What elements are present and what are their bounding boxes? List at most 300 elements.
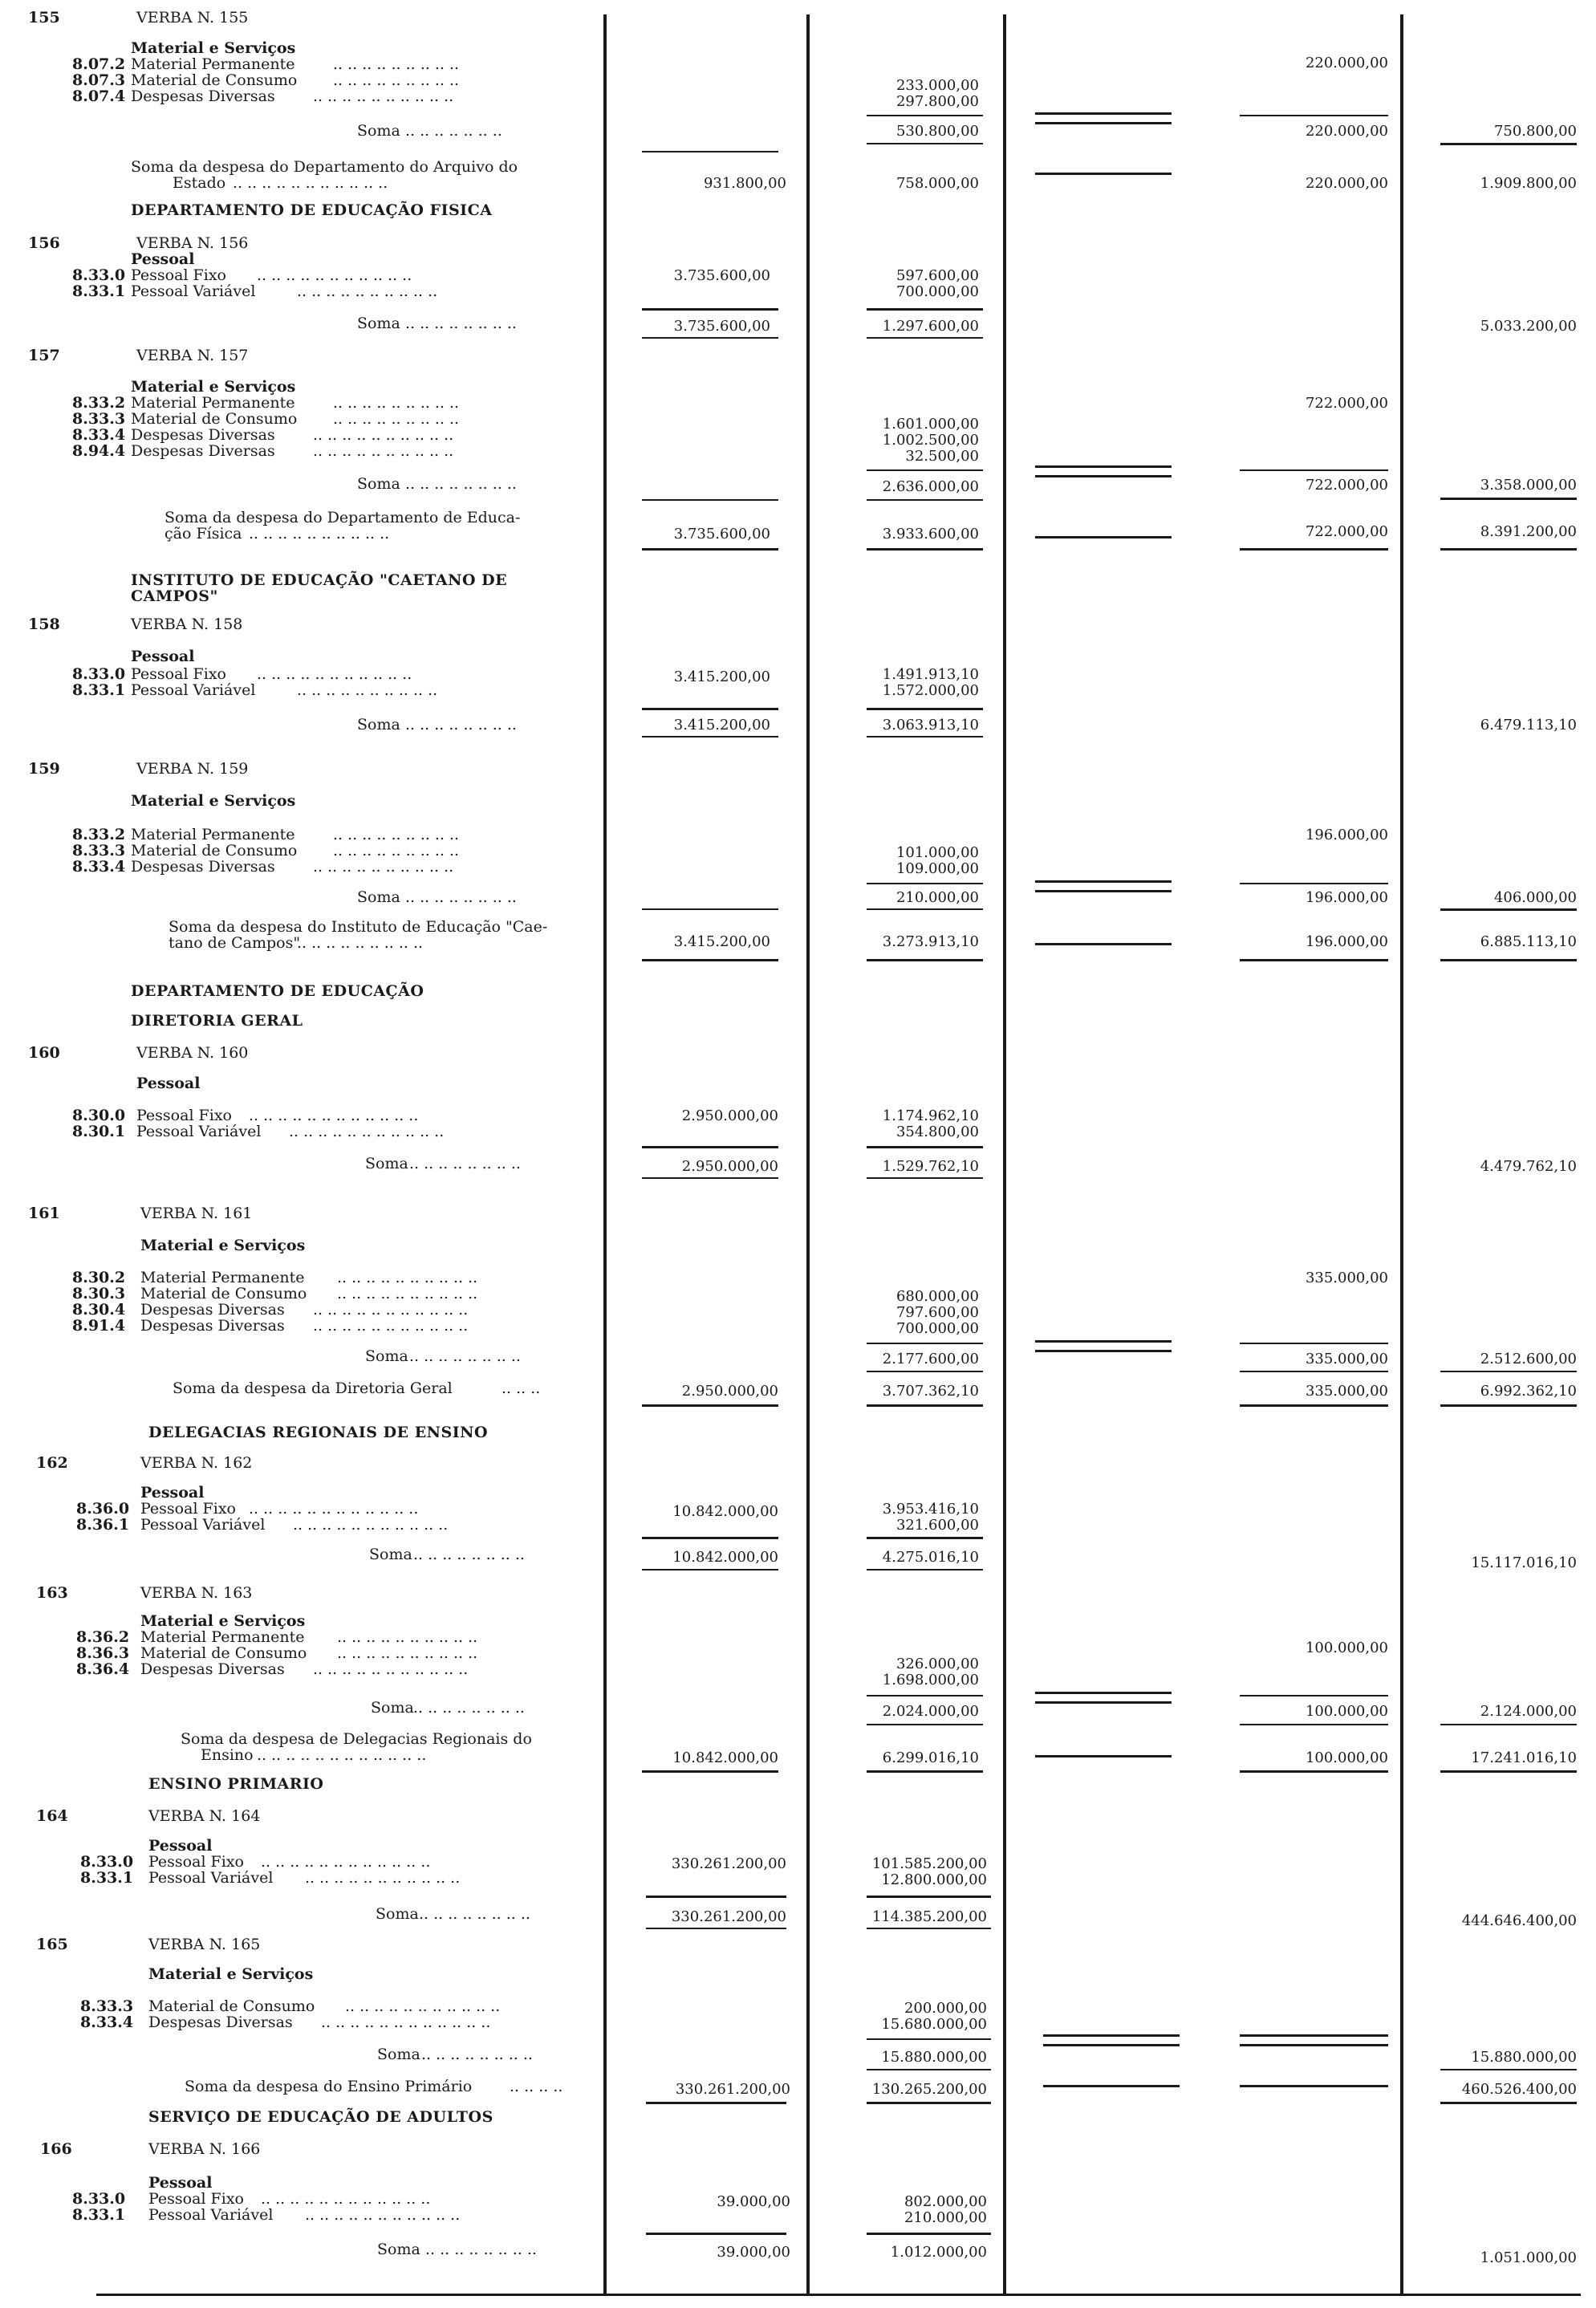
verba-number: 160 <box>28 1044 60 1062</box>
group-label: Pessoal <box>136 1075 201 1092</box>
sum-rule <box>1240 1404 1388 1407</box>
sum-rule <box>1035 890 1172 892</box>
value-col4: 100.000,00 <box>1305 1640 1388 1656</box>
item-code: 8.36.3 <box>76 1644 130 1662</box>
soma-label: Soma <box>357 122 400 140</box>
total-label: tano de Campos" <box>169 934 301 952</box>
value-col4: 220.000,00 <box>1305 175 1388 192</box>
verba-title: VERBA N. 163 <box>140 1584 253 1602</box>
sum-rule <box>1035 465 1172 468</box>
value-col2: 210.000,00 <box>904 2209 987 2226</box>
item-label: Material de Consumo <box>131 842 298 859</box>
item-code: 8.36.0 <box>76 1500 130 1518</box>
item-code: 8.30.2 <box>72 1269 126 1286</box>
value-col2: 101.000,00 <box>895 844 979 861</box>
sum-rule <box>1240 1371 1388 1372</box>
item-label: Pessoal Fixo <box>140 1500 236 1518</box>
soma-label: Soma <box>371 1699 414 1717</box>
item-dots: .. .. .. .. .. .. .. .. .. .. .. .. <box>261 2190 431 2208</box>
value-col2: 210.000,00 <box>895 889 979 906</box>
value-col5: 8.391.200,00 <box>1480 523 1577 540</box>
item-dots: .. .. .. .. .. .. .. .. .. .. .. <box>345 1997 501 2015</box>
item-code: 8.33.0 <box>72 266 126 284</box>
section-heading: DEPARTAMENTO DE EDUCAÇÃO FISICA <box>131 201 493 219</box>
value-col5: 750.800,00 <box>1493 123 1577 140</box>
value-col2: 597.600,00 <box>895 267 979 284</box>
value-col5: 444.646.400,00 <box>1461 1912 1577 1929</box>
value-col2: 321.600,00 <box>895 1517 979 1534</box>
soma-dots: .. .. .. .. .. .. .. .. <box>405 716 517 733</box>
sum-rule <box>867 1770 983 1773</box>
soma-dots: .. .. .. .. .. .. .. .. <box>405 888 517 906</box>
value-col1: 2.950.000,00 <box>681 1158 778 1175</box>
section-heading: CAMPOS" <box>131 587 218 605</box>
item-code: 8.33.3 <box>72 410 126 428</box>
sum-rule <box>642 151 778 152</box>
item-code: 8.33.4 <box>80 2013 134 2031</box>
value-col4: 335.000,00 <box>1305 1383 1388 1400</box>
item-dots: .. .. .. .. .. .. .. .. .. .. .. .. <box>321 2013 491 2031</box>
value-col2: 3.063.913,10 <box>882 717 979 733</box>
value-col4: 196.000,00 <box>1305 889 1388 906</box>
soma-label: Soma <box>357 888 400 906</box>
sum-rule <box>1440 548 1577 551</box>
sum-rule <box>1035 475 1172 477</box>
sum-rule <box>1240 2044 1388 2046</box>
sum-rule <box>1035 880 1172 883</box>
value-col2: 1.698.000,00 <box>882 1672 979 1688</box>
sum-rule <box>642 548 778 551</box>
item-label: Despesas Diversas <box>140 1317 285 1335</box>
soma-label: Soma <box>377 2241 420 2258</box>
verba-number: 157 <box>28 347 60 364</box>
value-col5: 15.117.016,10 <box>1471 1554 1577 1571</box>
section-heading: DELEGACIAS REGIONAIS DE ENSINO <box>148 1424 489 1441</box>
item-dots: .. .. .. .. .. .. .. .. .. .. <box>313 442 454 460</box>
value-col2: 15.880.000,00 <box>881 2049 987 2066</box>
group-label: Pessoal <box>140 1484 205 1501</box>
soma-label: Soma <box>357 475 400 493</box>
item-label: Material Permanente <box>140 1628 305 1646</box>
value-col1: 330.261.200,00 <box>671 1908 786 1925</box>
item-label: Material de Consumo <box>140 1644 307 1662</box>
sum-rule <box>867 1928 991 1929</box>
value-col2: 1.174.962,10 <box>882 1107 979 1124</box>
sum-rule <box>867 1146 983 1148</box>
sum-rule <box>867 1724 983 1725</box>
total-label: ção Física <box>164 525 242 542</box>
item-label: Despesas Diversas <box>140 1301 285 1319</box>
value-col2: 758.000,00 <box>895 175 979 192</box>
item-dots: .. .. .. .. .. .. .. .. .. .. <box>297 282 438 300</box>
value-col1: 3.735.600,00 <box>673 526 770 542</box>
value-col2: 802.000,00 <box>904 2193 987 2210</box>
page-bottom-rule <box>96 2294 1581 2296</box>
sum-rule <box>1240 2034 1388 2037</box>
verba-number: 155 <box>28 9 60 26</box>
item-label: Pessoal Variável <box>140 1516 266 1534</box>
value-col4: 196.000,00 <box>1305 933 1388 950</box>
value-col1: 3.415.200,00 <box>673 933 770 950</box>
item-label: Pessoal Fixo <box>136 1107 232 1124</box>
item-dots: .. .. .. .. .. .. .. .. .. .. <box>337 1269 478 1286</box>
value-col2: 200.000,00 <box>904 2000 987 2017</box>
value-col5: 2.124.000,00 <box>1480 1703 1577 1720</box>
verba-number: 166 <box>40 2140 72 2158</box>
sum-rule <box>642 1177 778 1179</box>
sum-rule <box>1440 1770 1577 1773</box>
item-code: 8.33.1 <box>72 681 126 699</box>
value-col2: 6.299.016,10 <box>882 1749 979 1766</box>
value-col1: 39.000,00 <box>717 2244 790 2261</box>
item-code: 8.33.4 <box>72 858 126 876</box>
item-code: 8.36.4 <box>76 1660 130 1678</box>
value-col2: 3.273.913,10 <box>882 933 979 950</box>
value-col5: 15.880.000,00 <box>1471 2049 1577 2066</box>
group-label: Pessoal <box>131 648 195 665</box>
sum-rule <box>867 143 983 144</box>
item-code: 8.33.1 <box>72 282 126 300</box>
section-heading: SERVIÇO DE EDUCAÇÃO DE ADULTOS <box>148 2108 493 2126</box>
item-code: 8.33.2 <box>72 394 126 412</box>
item-dots: .. .. .. .. .. .. .. .. .. .. <box>313 87 454 105</box>
sum-rule <box>1035 1701 1172 1704</box>
column-rule <box>1400 14 1403 2294</box>
value-col2: 1.601.000,00 <box>882 416 979 433</box>
verba-number: 164 <box>36 1807 68 1825</box>
item-code: 8.30.1 <box>72 1123 126 1140</box>
verba-title: VERBA N. 166 <box>148 2140 261 2158</box>
group-label: Material e Serviços <box>131 378 296 396</box>
total-dots: .. .. .. .. <box>510 2078 563 2095</box>
item-code: 8.07.4 <box>72 87 126 105</box>
item-label: Pessoal Variável <box>136 1123 262 1140</box>
item-label: Material Permanente <box>131 394 295 412</box>
sum-rule <box>1035 173 1172 175</box>
sum-rule <box>867 548 983 551</box>
item-code: 8.33.2 <box>72 826 126 843</box>
sum-rule <box>1240 2085 1388 2087</box>
sum-rule <box>867 2233 991 2235</box>
sum-rule <box>1240 469 1388 471</box>
verba-number: 163 <box>36 1584 68 1602</box>
verba-number: 159 <box>28 760 60 778</box>
value-col2: 1.491.913,10 <box>882 666 979 683</box>
item-label: Material de Consumo <box>131 410 298 428</box>
soma-dots: .. .. .. .. .. .. .. .. <box>425 2241 537 2258</box>
soma-label: Soma <box>357 315 400 332</box>
value-col2: 797.600,00 <box>895 1304 979 1321</box>
sum-rule <box>1240 883 1388 884</box>
sum-rule <box>1240 959 1388 961</box>
item-dots: .. .. .. .. .. .. .. .. .. .. .. .. <box>249 1500 419 1518</box>
value-col2: 2.177.600,00 <box>882 1351 979 1367</box>
item-code: 8.33.0 <box>80 1853 134 1871</box>
sum-rule <box>642 708 778 710</box>
item-code: 8.33.3 <box>72 842 126 859</box>
sum-rule <box>1240 1695 1388 1696</box>
group-label: Material e Serviços <box>140 1612 306 1630</box>
sum-rule <box>1240 1724 1388 1725</box>
value-col4: 722.000,00 <box>1305 523 1388 540</box>
value-col2: 130.265.200,00 <box>871 2081 987 2098</box>
group-label: Material e Serviços <box>148 1965 314 1983</box>
value-col2: 3.707.362,10 <box>882 1383 979 1400</box>
sum-rule <box>1440 1404 1577 1407</box>
item-code: 8.33.0 <box>72 2190 126 2208</box>
value-col2: 700.000,00 <box>895 1320 979 1337</box>
item-code: 8.33.1 <box>72 2206 126 2224</box>
item-dots: .. .. .. .. .. .. .. .. .. <box>333 826 460 843</box>
item-dots: .. .. .. .. .. .. .. .. .. .. <box>337 1285 478 1302</box>
value-col4: 335.000,00 <box>1305 1351 1388 1367</box>
item-code: 8.07.2 <box>72 55 126 73</box>
soma-dots: .. .. .. .. .. .. .. .. <box>413 1699 525 1717</box>
sum-rule <box>1440 2069 1577 2070</box>
sum-rule <box>1043 2044 1180 2046</box>
value-col4: 335.000,00 <box>1305 1270 1388 1286</box>
value-col1: 3.415.200,00 <box>673 668 770 685</box>
sum-rule <box>642 1404 778 1407</box>
sum-rule <box>646 2233 786 2235</box>
sum-rule <box>646 2102 786 2104</box>
total-label: Soma da despesa do Instituto de Educação "Cae- <box>169 918 548 936</box>
sum-rule <box>642 308 778 311</box>
soma-label: Soma <box>365 1347 408 1365</box>
item-code: 8.07.3 <box>72 71 126 89</box>
verba-title: VERBA N. 161 <box>140 1205 253 1222</box>
value-col1: 3.415.200,00 <box>673 717 770 733</box>
item-dots: .. .. .. .. .. .. .. .. .. .. .. <box>305 2206 461 2224</box>
value-col1: 330.261.200,00 <box>671 1855 786 1872</box>
value-col2: 32.500,00 <box>905 448 979 465</box>
sum-rule <box>867 1896 991 1898</box>
item-dots: .. .. .. .. .. .. .. .. .. .. .. <box>313 1317 469 1335</box>
sum-rule <box>867 308 983 311</box>
sum-rule <box>646 1896 786 1898</box>
total-label: Estado <box>173 174 226 192</box>
sum-rule <box>867 337 983 339</box>
value-col4: 220.000,00 <box>1305 123 1388 140</box>
value-col5: 5.033.200,00 <box>1480 318 1577 335</box>
item-dots: .. .. .. .. .. .. .. .. .. .. .. <box>313 1660 469 1678</box>
soma-label: Soma <box>357 716 400 733</box>
total-label: Soma da despesa de Delegacias Regionais do <box>181 1730 532 1748</box>
item-dots: .. .. .. .. .. .. .. .. .. .. <box>337 1644 478 1662</box>
column-rule <box>603 14 607 2294</box>
item-dots: .. .. .. .. .. .. .. .. .. .. .. .. <box>249 1107 419 1124</box>
item-label: Pessoal Fixo <box>131 665 226 683</box>
soma-label: Soma <box>369 1546 412 1563</box>
sum-rule <box>867 959 983 961</box>
sum-rule <box>1440 1724 1577 1725</box>
item-label: Despesas Diversas <box>131 442 275 460</box>
soma-label: Soma <box>377 2046 420 2063</box>
sum-rule <box>1035 1755 1172 1757</box>
value-col2: 1.012.000,00 <box>890 2244 987 2261</box>
item-dots: .. .. .. .. .. .. .. .. .. .. <box>337 1628 478 1646</box>
item-code: 8.36.1 <box>76 1516 130 1534</box>
sum-rule <box>1035 536 1172 538</box>
section-heading: DEPARTAMENTO DE EDUCAÇÃO <box>131 982 424 1000</box>
value-col1: 330.261.200,00 <box>675 2081 790 2098</box>
value-col4: 196.000,00 <box>1305 827 1388 843</box>
sum-rule <box>642 908 778 910</box>
value-col1: 39.000,00 <box>717 2193 790 2210</box>
verba-number: 165 <box>36 1936 68 1953</box>
value-col2: 114.385.200,00 <box>871 1908 987 1925</box>
sum-rule <box>867 1371 983 1372</box>
value-col5: 17.241.016,10 <box>1471 1749 1577 1766</box>
verba-title: VERBA N. 157 <box>136 347 249 364</box>
item-dots: .. .. .. .. .. .. .. .. .. .. .. <box>313 1301 469 1319</box>
group-label: Pessoal <box>131 250 195 268</box>
value-col2: 680.000,00 <box>895 1288 979 1305</box>
verba-title: VERBA N. 156 <box>136 234 249 252</box>
sum-rule <box>867 499 983 501</box>
value-col2: 3.953.416,10 <box>882 1501 979 1518</box>
column-rule <box>1003 14 1006 2294</box>
sum-rule <box>642 736 778 738</box>
soma-dots: .. .. .. .. .. .. .. .. <box>413 1546 525 1563</box>
item-label: Material de Consumo <box>148 1997 315 2015</box>
value-col1: 10.842.000,00 <box>672 1503 778 1520</box>
value-col2: 1.297.600,00 <box>882 318 979 335</box>
item-label: Material Permanente <box>131 55 295 73</box>
value-col5: 1.909.800,00 <box>1480 175 1577 192</box>
value-col5: 406.000,00 <box>1493 889 1577 906</box>
value-col5: 460.526.400,00 <box>1461 2081 1577 2098</box>
item-dots: .. .. .. .. .. .. .. .. .. <box>333 71 460 89</box>
soma-label: Soma <box>376 1905 419 1923</box>
sum-rule <box>1440 908 1577 911</box>
soma-label: Soma <box>365 1155 408 1172</box>
sum-rule <box>867 115 983 116</box>
item-label: Despesas Diversas <box>140 1660 285 1678</box>
sum-rule <box>1035 1692 1172 1694</box>
item-dots: .. .. .. .. .. .. .. .. .. <box>333 410 460 428</box>
total-label: Soma da despesa do Departamento do Arquivo do <box>131 158 518 176</box>
soma-dots: .. .. .. .. .. .. .. .. <box>405 315 517 332</box>
item-dots: .. .. .. .. .. .. .. .. .. .. <box>297 681 438 699</box>
value-col4: 100.000,00 <box>1305 1703 1388 1720</box>
value-col4: 722.000,00 <box>1305 395 1388 412</box>
value-col2: 233.000,00 <box>895 77 979 94</box>
value-col2: 15.680.000,00 <box>881 2016 987 2033</box>
verba-number: 161 <box>28 1205 60 1222</box>
item-code: 8.33.0 <box>72 665 126 683</box>
group-label: Pessoal <box>148 2174 213 2192</box>
total-dots: .. .. .. .. .. .. .. .. .. .. .. <box>233 174 388 192</box>
soma-dots: .. .. .. .. .. .. .. .. <box>405 475 517 493</box>
total-dots: .. .. .. .. .. .. .. .. .. .. <box>249 525 390 542</box>
value-col5: 4.479.762,10 <box>1480 1158 1577 1175</box>
value-col2: 3.933.600,00 <box>882 526 979 542</box>
item-code: 8.30.0 <box>72 1107 126 1124</box>
verba-number: 156 <box>28 234 60 252</box>
sum-rule <box>1240 548 1388 551</box>
value-col5: 1.051.000,00 <box>1480 2249 1577 2266</box>
verba-title: VERBA N. 158 <box>131 616 243 633</box>
value-col4: 220.000,00 <box>1305 55 1388 71</box>
value-col2: 4.275.016,10 <box>882 1549 979 1566</box>
group-label: Material e Serviços <box>131 39 296 57</box>
value-col1: 10.842.000,00 <box>672 1749 778 1766</box>
value-col1: 10.842.000,00 <box>672 1549 778 1566</box>
item-code: 8.94.4 <box>72 442 126 460</box>
item-label: Material de Consumo <box>131 71 298 89</box>
section-heading: INSTITUTO DE EDUCAÇÃO "CAETANO DE <box>131 571 508 589</box>
value-col5: 6.479.113,10 <box>1480 717 1577 733</box>
section-heading: DIRETORIA GERAL <box>131 1012 303 1030</box>
value-col2: 297.800,00 <box>895 93 979 110</box>
sum-rule <box>867 708 983 710</box>
item-dots: .. .. .. .. .. .. .. .. .. .. <box>313 858 454 876</box>
sum-rule <box>1043 2034 1180 2037</box>
total-label: Ensino <box>201 1746 254 1764</box>
value-col2: 354.800,00 <box>895 1124 979 1140</box>
group-label: Material e Serviços <box>131 792 296 810</box>
item-dots: .. .. .. .. .. .. .. .. .. .. <box>313 426 454 444</box>
column-rule <box>806 14 810 2294</box>
value-col1: 931.800,00 <box>703 175 786 192</box>
sum-rule <box>867 908 983 910</box>
sum-rule <box>642 1770 778 1773</box>
item-dots: .. .. .. .. .. .. .. .. .. <box>333 842 460 859</box>
value-col1: 3.735.600,00 <box>673 318 770 335</box>
verba-title: VERBA N. 159 <box>136 760 249 778</box>
total-label: Soma da despesa da Diretoria Geral <box>173 1380 453 1397</box>
verba-title: VERBA N. 162 <box>140 1454 253 1472</box>
soma-dots: .. .. .. .. .. .. .. <box>405 122 502 140</box>
item-code: 8.91.4 <box>72 1317 126 1335</box>
value-col2: 1.002.500,00 <box>882 432 979 449</box>
sum-rule <box>1240 1770 1388 1773</box>
sum-rule <box>1240 115 1388 116</box>
item-label: Pessoal Fixo <box>131 266 226 284</box>
item-label: Pessoal Variável <box>148 1869 274 1887</box>
total-label: Soma da despesa do Departamento de Educa- <box>164 509 521 526</box>
value-col5: 6.885.113,10 <box>1480 933 1577 950</box>
value-col2: 1.572.000,00 <box>882 682 979 699</box>
sum-rule <box>646 1928 786 1929</box>
value-col2: 700.000,00 <box>895 283 979 300</box>
sum-rule <box>867 2069 991 2070</box>
sum-rule <box>1440 1371 1577 1372</box>
item-code: 8.30.4 <box>72 1301 126 1319</box>
soma-dots: .. .. .. .. .. .. .. .. <box>409 1347 521 1365</box>
item-code: 8.30.3 <box>72 1285 126 1302</box>
sum-rule <box>642 337 778 339</box>
item-label: Material de Consumo <box>140 1285 307 1302</box>
sum-rule <box>867 1343 983 1344</box>
sum-rule <box>867 2102 991 2104</box>
item-code: 8.33.3 <box>80 1997 134 2015</box>
section-heading: ENSINO PRIMARIO <box>148 1775 324 1793</box>
value-col2: 530.800,00 <box>895 123 979 140</box>
item-label: Pessoal Fixo <box>148 2190 244 2208</box>
verba-title: VERBA N. 165 <box>148 1936 261 1953</box>
sum-rule <box>867 1537 983 1539</box>
sum-rule <box>867 469 983 471</box>
value-col1: 2.950.000,00 <box>681 1383 778 1400</box>
sum-rule <box>867 1569 983 1570</box>
soma-dots: .. .. .. .. .. .. .. .. <box>409 1155 521 1172</box>
value-col5: 2.512.600,00 <box>1480 1351 1577 1367</box>
group-label: Pessoal <box>148 1837 213 1855</box>
value-col1: 3.735.600,00 <box>673 267 770 284</box>
sum-rule <box>642 1146 778 1148</box>
